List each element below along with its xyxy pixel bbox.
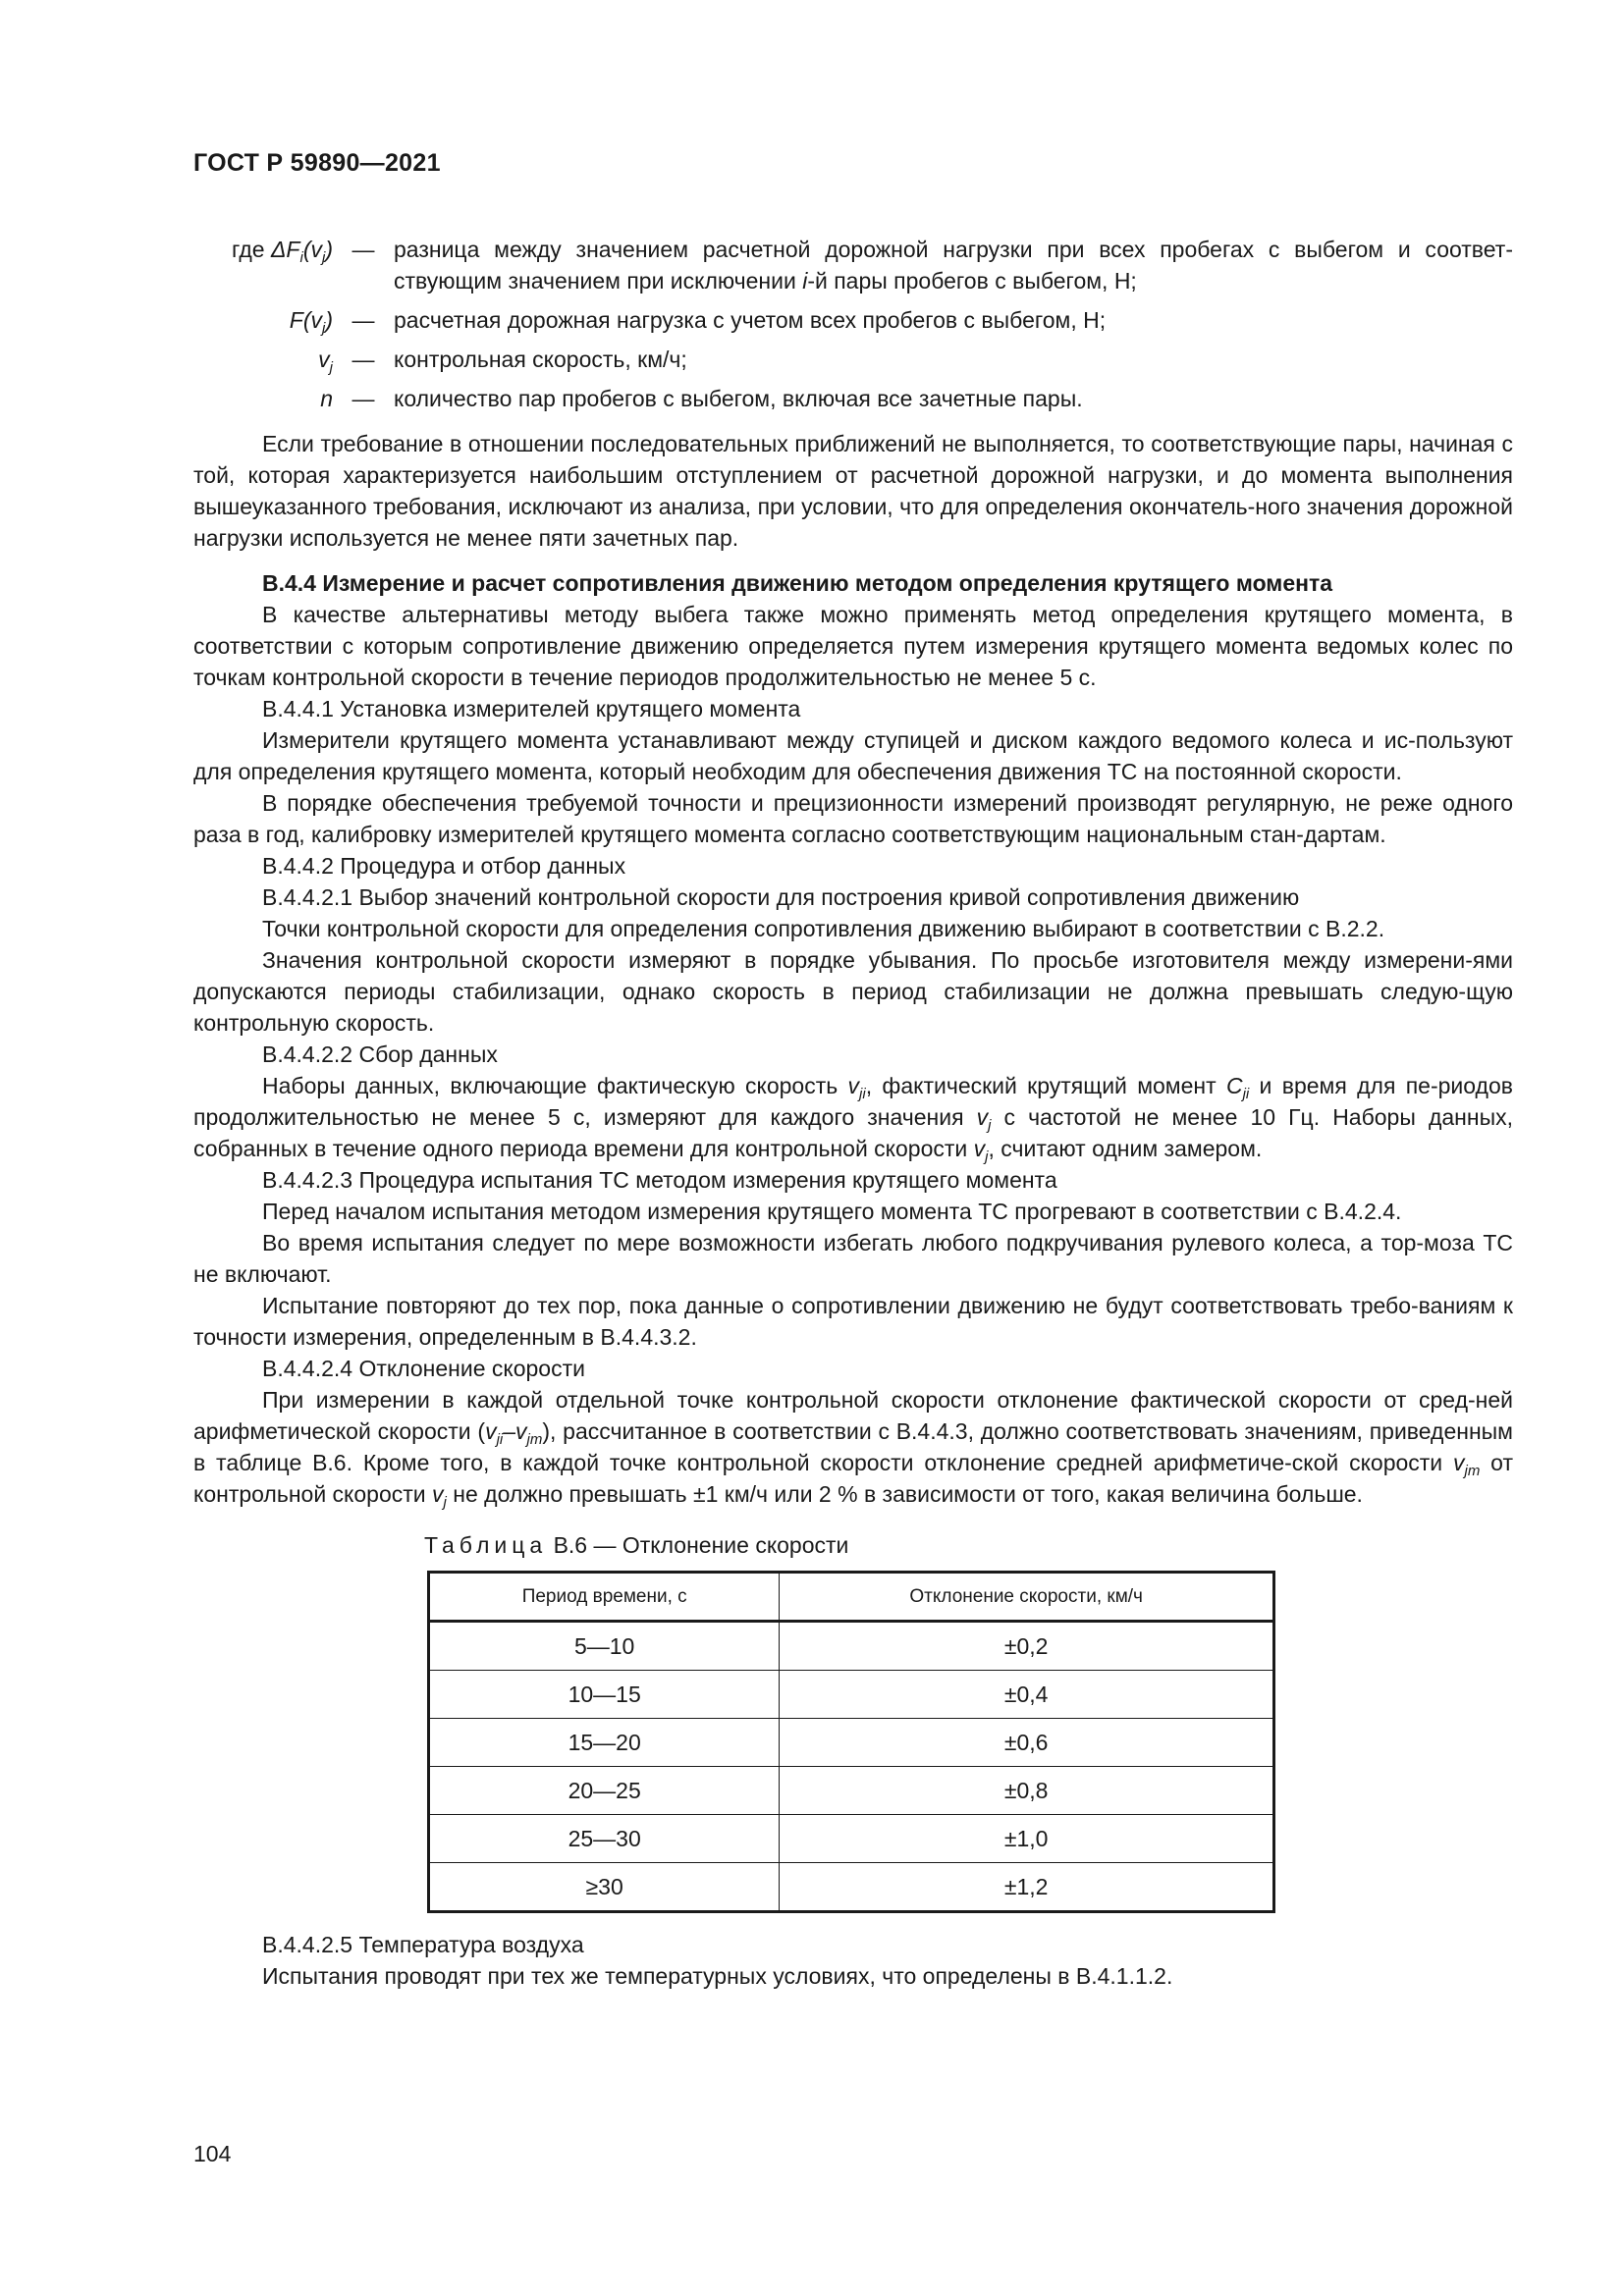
text-run: от контрольной скорости (193, 1450, 1513, 1507)
table-cell: 10—15 (429, 1671, 780, 1719)
table-cell: ±0,6 (780, 1719, 1274, 1767)
legend-term-close: ) (325, 307, 333, 333)
table-cell: ±0,8 (780, 1767, 1274, 1815)
math-symbol: v (485, 1418, 497, 1444)
table-cell: 20—25 (429, 1767, 780, 1815)
text-run: , фактический крутящий момент (865, 1073, 1226, 1098)
legend-description: расчетная дорожная нагрузка с учетом всех пробегов с выбегом, Н; (394, 307, 1107, 333)
column-header-speed-deviation: Отклонение скорости, км/ч (780, 1573, 1274, 1622)
math-subscript: ji (496, 1431, 504, 1448)
section-heading-b44: В.4.4 Измерение и расчет сопротивления движению методом определения крутящего момента (262, 570, 1333, 596)
table-cell: ±0,2 (780, 1622, 1274, 1671)
legend-item (193, 234, 1513, 296)
table-cell: 25—30 (429, 1815, 780, 1863)
legend-description: количество пар пробегов с выбегом, включая все зачетные пары. (394, 386, 1083, 411)
math-symbol: v (1453, 1450, 1465, 1475)
math-subscript: j (443, 1494, 447, 1511)
legend-dash: — (352, 347, 375, 372)
paragraph: В качестве альтернативы методу выбега также можно применять метод определения крутящего момента, в соответствии с которым сопротивление движению определяется путем измерения крутящего момента ведомых колес по точкам контрольной скорости в течение периодов продолжительностью не менее 5 с. (193, 602, 1513, 690)
speed-deviation-table (427, 1571, 1275, 1913)
section-heading-b4423: В.4.4.2.3 Процедура испытания ТС методом измерения крутящего момента (262, 1167, 1057, 1193)
math-symbol: v (432, 1481, 444, 1507)
section-heading-b441: В.4.4.1 Установка измерителей крутящего момента (262, 696, 801, 721)
section-heading-b4425: В.4.4.2.5 Температура воздуха (262, 1932, 584, 1957)
table-row (429, 1863, 1274, 1912)
table-row (429, 1815, 1274, 1863)
legend-term (193, 304, 333, 336)
paragraph: Если требование в отношении последовательных приближений не выполняется, то соответствующие пары, начиная с той, которая характеризуется наибольшим отступлением от расчетной дорожной нагрузки, и до момента выполнения вышеуказанного требования, исключают из анализа, при условии, что для определения окончатель-ного значения дорожной нагрузки используется не менее пяти зачетных пар. (193, 431, 1513, 551)
table-caption (424, 1529, 1513, 1561)
table-row (429, 1767, 1274, 1815)
table-caption-title: В.6 — Отклонение скорости (547, 1532, 849, 1558)
math-symbol: v (515, 1418, 527, 1444)
legend-term-arg: (v (302, 237, 322, 262)
legend-term-close: ) (325, 237, 333, 262)
legend-term-symbol: v (318, 347, 330, 372)
legend-term-symbol: F(v (289, 307, 322, 333)
paragraph: В порядке обеспечения требуемой точности и прецизионности измерений производят регулярную, не реже одного раза в год, калибровку измерителей крутящего момента согласно соответствующим национальным стан-дартам. (193, 790, 1513, 847)
legend-dash: — (352, 237, 375, 262)
math-subscript: jm (1464, 1463, 1481, 1479)
math-subscript: j (988, 1117, 992, 1134)
table-cell: 5—10 (429, 1622, 780, 1671)
paragraph (193, 1384, 1513, 1510)
paragraph: Перед началом испытания методом измерения крутящего момента ТС прогревают в соответствии с В.4.2.4. (262, 1199, 1402, 1224)
paragraph: Испытания проводят при тех же температурных условиях, что определены в В.4.1.1.2. (262, 1963, 1173, 1989)
legend-term-symbol: ΔF (270, 237, 300, 262)
legend-desc-italic: i (802, 268, 808, 294)
text-run: не должно превышать ±1 км/ч или 2 % в зависимости от того, какая величина больше. (446, 1481, 1363, 1507)
paragraph: Значения контрольной скорости измеряют в порядке убывания. По просьбе изготовителя между измерени-ями допускаются периоды стабилизации, однако скорость в период стабилизации не должна превышать следую-щую контрольную скорость. (193, 947, 1513, 1036)
page-number: 104 (193, 2141, 232, 2166)
legend-term-sub: j (321, 320, 326, 337)
table-cell: 15—20 (429, 1719, 780, 1767)
legend-term-sub: i (299, 249, 303, 266)
column-header-time-period: Период времени, с (429, 1573, 780, 1622)
section-heading-b4422: В.4.4.2.2 Сбор данных (262, 1041, 498, 1067)
math-subscript: j (985, 1148, 989, 1165)
math-subscript: ji (1242, 1086, 1250, 1102)
table-caption-word: Таблица (424, 1532, 548, 1558)
text-run: При измерении в каждой отдельной точке контрольной скорости отклонение фактической скорости от сред-ней арифметической скорости ( (193, 1387, 1513, 1444)
text-run: и время для пе-риодов продолжительностью не менее 5 с, измеряют для каждого значения (193, 1073, 1513, 1130)
table-cell: ±1,2 (780, 1863, 1274, 1912)
paragraph (193, 1070, 1513, 1164)
paragraph: Точки контрольной скорости для определения сопротивления движению выбирают в соответствии с В.2.2. (262, 916, 1385, 941)
table-row (429, 1671, 1274, 1719)
document-body (193, 234, 1513, 1992)
legend-term-arg-sub: j (321, 249, 326, 266)
text-run: , считают одним замером. (988, 1136, 1263, 1161)
math-symbol: C (1225, 1073, 1243, 1098)
table-cell: ±0,4 (780, 1671, 1274, 1719)
text-run: с частотой не менее 10 Гц. Наборы данных, собранных в течение одного периода времени для контрольной скорости (193, 1104, 1513, 1161)
math-symbol: v (847, 1073, 860, 1098)
text-run: Наборы данных, включающие фактическую скорость (262, 1073, 848, 1098)
math-symbol: v (976, 1104, 989, 1130)
paragraph: Испытание повторяют до тех пор, пока данные о сопротивлении движению не будут соответствовать требо-ваниям к точности измерения, определенным в В.4.4.3.2. (193, 1293, 1513, 1350)
paragraph: Во время испытания следует по мере возможности избегать любого подкручивания рулевого колеса, а тор-моза ТС не включают. (193, 1230, 1513, 1287)
text-run: ), рассчитанное в соответствии с В.4.4.3, должно соответствовать значениям, приведенным в таблице В.6. Кроме того, в каждой точке контрольной скорости отклонение средней арифметиче-ской скорости (193, 1418, 1513, 1475)
legend-dash: — (352, 386, 375, 411)
legend-description: контрольная скорость, км/ч; (394, 347, 687, 372)
legend-desc-part: -й пары пробегов с выбегом, Н; (807, 268, 1137, 294)
section-heading-b4424: В.4.4.2.4 Отклонение скорости (262, 1356, 585, 1381)
section-heading-b442: В.4.4.2 Процедура и отбор данных (262, 853, 626, 879)
legend-description (394, 234, 1513, 296)
math-subscript: jm (526, 1431, 543, 1448)
legend-item (193, 344, 1513, 375)
legend-term (193, 383, 333, 414)
legend-item (193, 304, 1513, 336)
formula-legend (193, 234, 1513, 414)
table-row (429, 1622, 1274, 1671)
legend-term (193, 234, 333, 265)
legend-dash: — (352, 307, 375, 333)
paragraph: Измерители крутящего момента устанавливают между ступицей и диском каждого ведомого колеса и ис-пользуют для определения крутящего момента, который необходим для обеспечения движения ТС на постоянной скорости. (193, 727, 1513, 784)
legend-term-sub: j (329, 359, 333, 376)
legend-desc-part: разница между значением расчетной дорожной нагрузки при всех пробегах с выбегом и соответ-ствующим значением при исключении (394, 237, 1513, 294)
table-row (429, 1719, 1274, 1767)
text-run: – (503, 1418, 516, 1444)
math-subscript: ji (859, 1086, 866, 1102)
table-header-row (429, 1573, 1274, 1622)
document-code-header: ГОСТ Р 59890—2021 (193, 149, 441, 177)
table-cell: ≥30 (429, 1863, 780, 1912)
legend-term (193, 344, 333, 375)
legend-item (193, 383, 1513, 414)
table-cell: ±1,0 (780, 1815, 1274, 1863)
math-symbol: v (973, 1136, 986, 1161)
where-word: где (232, 237, 271, 262)
section-heading-b4421: В.4.4.2.1 Выбор значений контрольной скорости для построения кривой сопротивления движению (262, 884, 1300, 910)
legend-term-symbol: n (320, 386, 333, 411)
